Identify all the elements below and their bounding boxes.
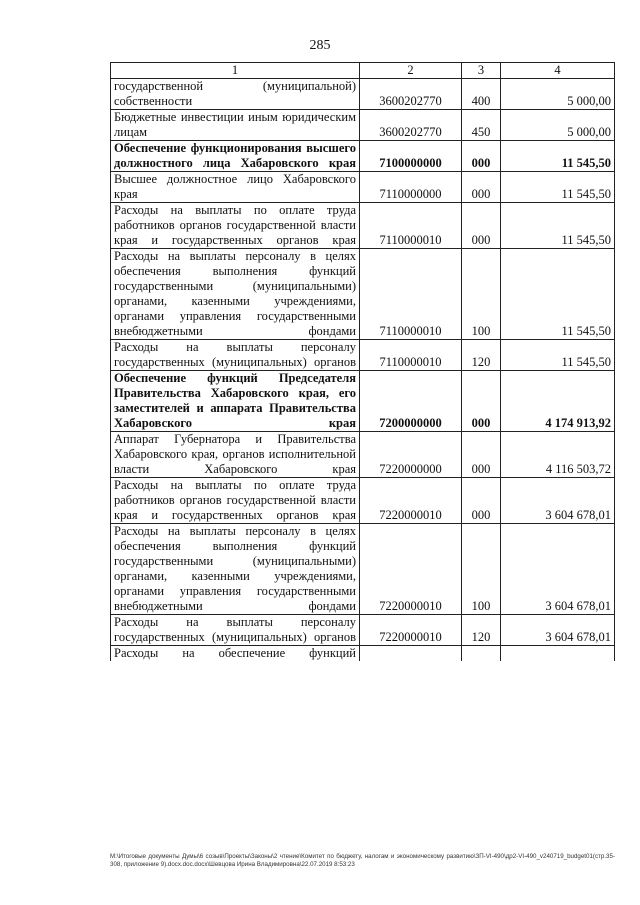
- row-amount: 11 545,50: [501, 172, 615, 203]
- row-vr: 120: [462, 340, 501, 371]
- row-amount: 3 604 678,01: [501, 478, 615, 524]
- table-row: [111, 203, 615, 249]
- row-vr: 120: [462, 615, 501, 646]
- row-name: Расходы на обеспечение функций: [111, 646, 360, 662]
- row-code: 7100000000: [360, 141, 462, 172]
- row-code: 7110000000: [360, 172, 462, 203]
- row-amount: 5 000,00: [501, 110, 615, 141]
- row-vr: 000: [462, 172, 501, 203]
- row-amount: 5 000,00: [501, 79, 615, 110]
- table-row: [111, 249, 615, 340]
- page-number: 285: [309, 38, 331, 53]
- row-code: 7220000010: [360, 478, 462, 524]
- row-name: Обеспечение функционирования высшего должностного лица Хабаровского края: [111, 141, 360, 172]
- row-vr: 000: [462, 141, 501, 172]
- row-amount: 11 545,50: [501, 203, 615, 249]
- row-code: 7220000010: [360, 524, 462, 615]
- row-amount: 4 116 503,72: [501, 432, 615, 478]
- header-col-4: 4: [501, 63, 615, 79]
- row-amount: 11 545,50: [501, 340, 615, 371]
- row-amount: 3 604 678,01: [501, 524, 615, 615]
- table-row: [111, 524, 615, 615]
- row-name: Высшее должностное лицо Хабаровского края: [111, 172, 360, 203]
- table-row-section: [111, 141, 615, 172]
- row-name: государственной (муниципальной) собственности: [111, 79, 360, 110]
- table-row: [111, 615, 615, 646]
- row-amount-empty: [501, 646, 615, 662]
- table-row: [111, 432, 615, 478]
- row-code-empty: [360, 646, 462, 662]
- row-amount: 3 604 678,01: [501, 615, 615, 646]
- row-amount: 11 545,50: [501, 249, 615, 340]
- table-row-partial: [111, 646, 615, 662]
- row-code: 7110000010: [360, 249, 462, 340]
- row-name: Расходы на выплаты персоналу в целях обеспечения выполнения функций государственными (муниципальными) органами, казенными учреждениями, органами управления государственными внебюджетными фондами: [111, 524, 360, 615]
- row-name: Обеспечение функций Председателя Правительства Хабаровского края, его заместителей и аппарата Правительства Хабаровского края: [111, 371, 360, 432]
- row-vr: 000: [462, 432, 501, 478]
- row-code: 7220000000: [360, 432, 462, 478]
- row-vr: 000: [462, 478, 501, 524]
- header-col-2: 2: [360, 63, 462, 79]
- table-row-section: [111, 371, 615, 432]
- table-row: [111, 110, 615, 141]
- row-code: 3600202770: [360, 110, 462, 141]
- header-col-1: 1: [111, 63, 360, 79]
- row-name: Расходы на выплаты персоналу в целях обеспечения выполнения функций государственными (муниципальными) органами, казенными учреждениями, органами управления государственными внебюджетными фондами: [111, 249, 360, 340]
- row-name: Расходы на выплаты по оплате труда работников органов государственной власти края и государственных органов края: [111, 478, 360, 524]
- row-code: 7220000010: [360, 615, 462, 646]
- row-vr: 400: [462, 79, 501, 110]
- row-code: 7110000010: [360, 340, 462, 371]
- table-row: [111, 172, 615, 203]
- row-amount: 4 174 913,92: [501, 371, 615, 432]
- row-name: Расходы на выплаты по оплате труда работников органов государственной власти края и государственных органов края: [111, 203, 360, 249]
- table-row: [111, 79, 615, 110]
- row-vr: 100: [462, 249, 501, 340]
- row-name: Аппарат Губернатора и Правительства Хабаровского края, органов исполнительной власти Хабаровского края: [111, 432, 360, 478]
- row-name: Расходы на выплаты персоналу государственных (муниципальных) органов: [111, 615, 360, 646]
- table-row: [111, 340, 615, 371]
- row-name: Расходы на выплаты персоналу государственных (муниципальных) органов: [111, 340, 360, 371]
- file-path-footer: M:\Итоговые документы Думы\6 созыв\Проекты\Законы\2 чтение\Комитет по бюджету, налогам и экономическому развитию\ЗП-VI-490\др2-VI-490_v240719_budget01(стр.35-308, приложение 9).docx.doc.docx\Шевцова Ирина Владимировна\22.07.2019 8:53:23: [110, 853, 615, 868]
- header-col-3: 3: [462, 63, 501, 79]
- row-vr: 450: [462, 110, 501, 141]
- row-vr: 100: [462, 524, 501, 615]
- row-code: 7200000000: [360, 371, 462, 432]
- row-name: Бюджетные инвестиции иным юридическим лицам: [111, 110, 360, 141]
- table-row: [111, 478, 615, 524]
- budget-table: [110, 62, 615, 661]
- row-code: 3600202770: [360, 79, 462, 110]
- row-vr-empty: [462, 646, 501, 662]
- row-vr: 000: [462, 371, 501, 432]
- row-code: 7110000010: [360, 203, 462, 249]
- row-amount: 11 545,50: [501, 141, 615, 172]
- table-header-row: [111, 63, 615, 79]
- row-vr: 000: [462, 203, 501, 249]
